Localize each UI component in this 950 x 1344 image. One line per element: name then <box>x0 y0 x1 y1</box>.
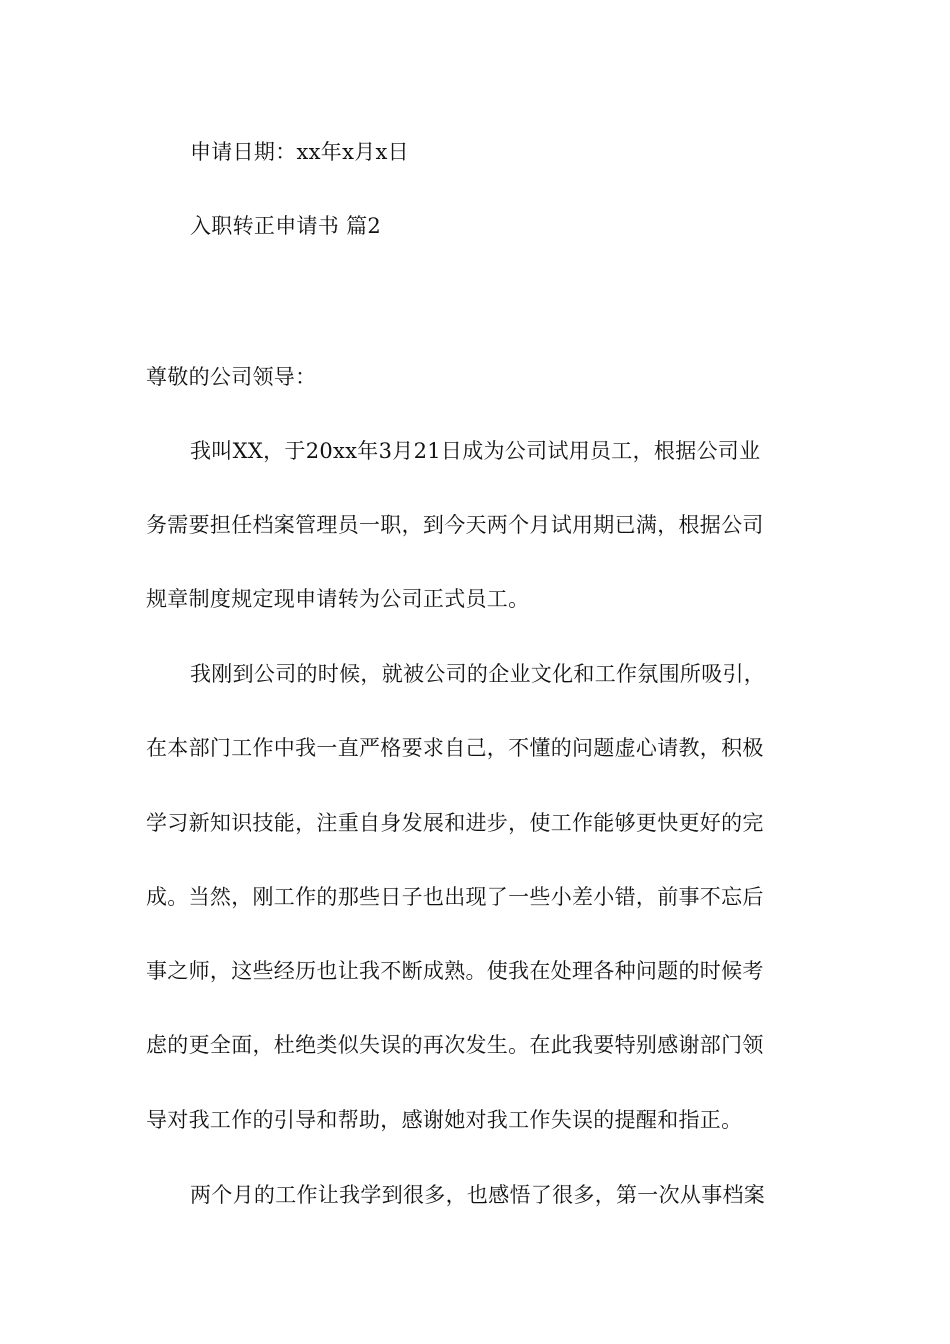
body-line: 学习新知识技能，注重自身发展和进步，使工作能够更快更好的完 <box>146 811 764 835</box>
application-date: 申请日期：xx年x月x日 <box>190 140 409 164</box>
body-line: 我叫XX，于20xx年3月21日成为公司试用员工，根据公司业 <box>190 439 761 463</box>
body-line: 事之师，这些经历也让我不断成熟。使我在处理各种问题的时候考 <box>146 959 764 983</box>
body-line: 我刚到公司的时候，就被公司的企业文化和工作氛围所吸引， <box>190 662 766 686</box>
body-line: 两个月的工作让我学到很多，也感悟了很多，第一次从事档案 <box>190 1183 766 1207</box>
body-line: 规章制度规定现申请转为公司正式员工。 <box>146 587 530 611</box>
body-line: 导对我工作的引导和帮助，感谢她对我工作失误的提醒和指正。 <box>146 1108 743 1132</box>
document-heading: 入职转正申请书 篇2 <box>190 214 382 238</box>
body-line: 在本部门工作中我一直严格要求自己，不懂的问题虚心请教，积极 <box>146 736 764 760</box>
salutation: 尊敬的公司领导： <box>146 365 317 389</box>
body-line: 虑的更全面，杜绝类似失误的再次发生。在此我要特别感谢部门领 <box>146 1033 764 1057</box>
body-line: 务需要担任档案管理员一职，到今天两个月试用期已满，根据公司 <box>146 513 764 537</box>
body-line: 成。当然，刚工作的那些日子也出现了一些小差小错，前事不忘后 <box>146 885 764 909</box>
